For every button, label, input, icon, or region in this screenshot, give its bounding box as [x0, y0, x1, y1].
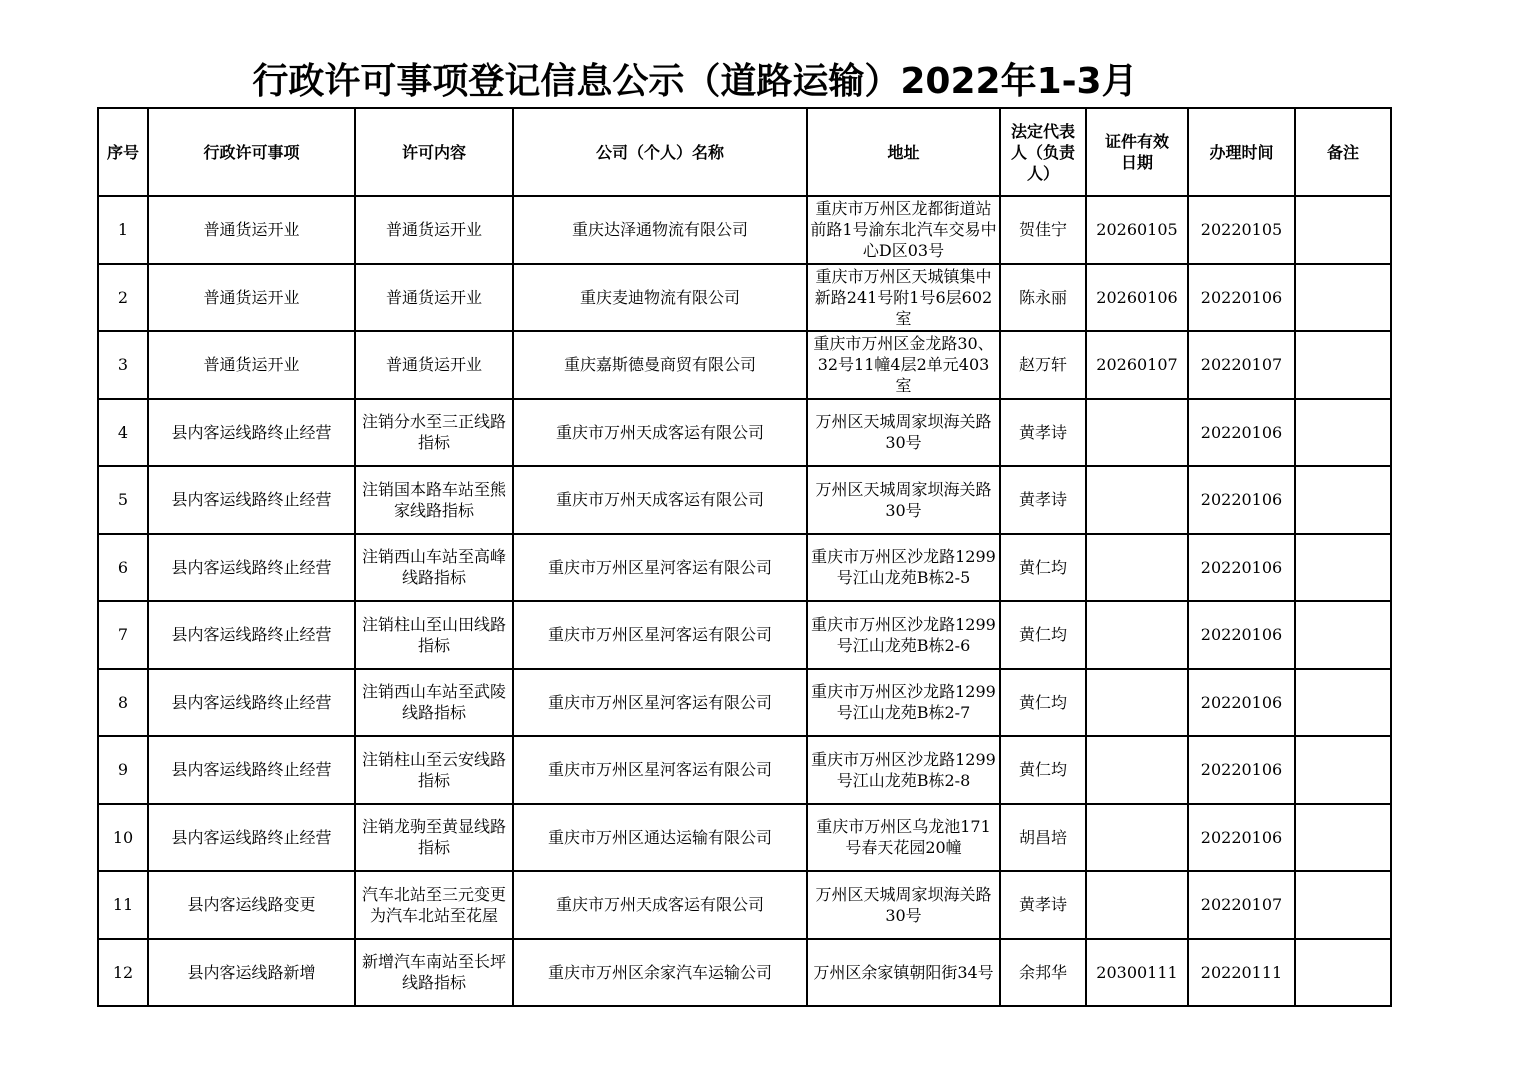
cell-legal-representative: 黄孝诗 [1000, 399, 1086, 467]
table-row [98, 601, 1391, 669]
cell-certificate-validity: 20260105 [1086, 196, 1188, 264]
header-certificate-validity: 证件有效日期 [1086, 108, 1188, 196]
cell-index: 9 [98, 736, 148, 804]
cell-remarks [1295, 399, 1391, 467]
cell-permit-item: 普通货运开业 [148, 264, 355, 332]
cell-legal-representative: 陈永丽 [1000, 264, 1086, 332]
cell-certificate-validity [1086, 669, 1188, 737]
cell-address: 重庆市万州区天城镇集中新路241号附1号6层602室 [807, 264, 1000, 332]
header-remarks: 备注 [1295, 108, 1391, 196]
cell-company-name: 重庆市万州区星河客运有限公司 [513, 601, 807, 669]
cell-certificate-validity: 20300111 [1086, 939, 1188, 1007]
cell-index: 1 [98, 196, 148, 264]
table-row [98, 534, 1391, 602]
cell-remarks [1295, 601, 1391, 669]
table-row [98, 939, 1391, 1007]
cell-company-name: 重庆嘉斯德曼商贸有限公司 [513, 331, 807, 399]
page-title: 行政许可事项登记信息公示（道路运输）2022年1-3月 [252, 61, 1138, 102]
header-legal-representative: 法定代表人（负责人） [1000, 108, 1086, 196]
cell-legal-representative: 贺佳宁 [1000, 196, 1086, 264]
cell-index: 12 [98, 939, 148, 1007]
cell-index: 7 [98, 601, 148, 669]
cell-company-name: 重庆市万州天成客运有限公司 [513, 399, 807, 467]
header-address: 地址 [807, 108, 1000, 196]
cell-processing-date: 20220106 [1188, 399, 1295, 467]
cell-permit-content: 注销西山车站至高峰线路指标 [355, 534, 513, 602]
cell-company-name: 重庆达泽通物流有限公司 [513, 196, 807, 264]
header-processing-date: 办理时间 [1188, 108, 1295, 196]
cell-permit-item: 县内客运线路终止经营 [148, 466, 355, 534]
cell-legal-representative: 黄仁均 [1000, 534, 1086, 602]
cell-address: 万州区天城周家坝海关路30号 [807, 399, 1000, 467]
table-row [98, 331, 1391, 399]
cell-certificate-validity: 20260107 [1086, 331, 1188, 399]
cell-certificate-validity [1086, 534, 1188, 602]
cell-address: 重庆市万州区沙龙路1299号江山龙苑B栋2-5 [807, 534, 1000, 602]
cell-index: 2 [98, 264, 148, 332]
header-company-name: 公司（个人）名称 [513, 108, 807, 196]
table-header-row [98, 108, 1391, 196]
cell-processing-date: 20220106 [1188, 601, 1295, 669]
cell-address: 重庆市万州区沙龙路1299号江山龙苑B栋2-7 [807, 669, 1000, 737]
table-body [98, 196, 1391, 1006]
cell-company-name: 重庆市万州区星河客运有限公司 [513, 534, 807, 602]
cell-company-name: 重庆市万州区星河客运有限公司 [513, 736, 807, 804]
cell-address: 重庆市万州区沙龙路1299号江山龙苑B栋2-6 [807, 601, 1000, 669]
cell-index: 8 [98, 669, 148, 737]
header-index: 序号 [98, 108, 148, 196]
cell-permit-content: 普通货运开业 [355, 196, 513, 264]
cell-processing-date: 20220106 [1188, 669, 1295, 737]
cell-remarks [1295, 871, 1391, 939]
table-row [98, 196, 1391, 264]
cell-permit-item: 普通货运开业 [148, 196, 355, 264]
cell-legal-representative: 赵万轩 [1000, 331, 1086, 399]
cell-processing-date: 20220106 [1188, 804, 1295, 872]
table-row [98, 871, 1391, 939]
cell-permit-item: 普通货运开业 [148, 331, 355, 399]
cell-permit-content: 汽车北站至三元变更为汽车北站至花屋 [355, 871, 513, 939]
table-row [98, 736, 1391, 804]
cell-remarks [1295, 939, 1391, 1007]
cell-processing-date: 20220107 [1188, 331, 1295, 399]
cell-index: 3 [98, 331, 148, 399]
cell-index: 10 [98, 804, 148, 872]
header-permit-item: 行政许可事项 [148, 108, 355, 196]
registration-table [97, 107, 1392, 1007]
cell-address: 万州区天城周家坝海关路30号 [807, 871, 1000, 939]
cell-company-name: 重庆市万州天成客运有限公司 [513, 871, 807, 939]
cell-company-name: 重庆麦迪物流有限公司 [513, 264, 807, 332]
cell-company-name: 重庆市万州区余家汽车运输公司 [513, 939, 807, 1007]
header-permit-content: 许可内容 [355, 108, 513, 196]
cell-permit-item: 县内客运线路终止经营 [148, 736, 355, 804]
cell-permit-item: 县内客运线路终止经营 [148, 669, 355, 737]
cell-permit-content: 注销国本路车站至熊家线路指标 [355, 466, 513, 534]
cell-company-name: 重庆市万州区星河客运有限公司 [513, 669, 807, 737]
table-row [98, 669, 1391, 737]
cell-remarks [1295, 669, 1391, 737]
cell-permit-item: 县内客运线路变更 [148, 871, 355, 939]
table-row [98, 399, 1391, 467]
cell-remarks [1295, 466, 1391, 534]
cell-certificate-validity: 20260106 [1086, 264, 1188, 332]
cell-remarks [1295, 534, 1391, 602]
cell-address: 万州区天城周家坝海关路30号 [807, 466, 1000, 534]
cell-permit-content: 普通货运开业 [355, 331, 513, 399]
cell-remarks [1295, 804, 1391, 872]
cell-remarks [1295, 736, 1391, 804]
cell-permit-item: 县内客运线路终止经营 [148, 534, 355, 602]
table-row [98, 264, 1391, 332]
cell-permit-content: 注销柱山至山田线路指标 [355, 601, 513, 669]
cell-processing-date: 20220111 [1188, 939, 1295, 1007]
cell-address: 重庆市万州区龙都街道站前路1号渝东北汽车交易中心D区03号 [807, 196, 1000, 264]
cell-permit-item: 县内客运线路终止经营 [148, 601, 355, 669]
cell-processing-date: 20220107 [1188, 871, 1295, 939]
cell-permit-item: 县内客运线路终止经营 [148, 804, 355, 872]
cell-index: 4 [98, 399, 148, 467]
cell-index: 11 [98, 871, 148, 939]
cell-remarks [1295, 264, 1391, 332]
cell-legal-representative: 黄孝诗 [1000, 871, 1086, 939]
cell-certificate-validity [1086, 466, 1188, 534]
cell-permit-content: 注销柱山至云安线路指标 [355, 736, 513, 804]
cell-address: 重庆市万州区沙龙路1299号江山龙苑B栋2-8 [807, 736, 1000, 804]
table-row [98, 804, 1391, 872]
cell-permit-content: 新增汽车南站至长坪线路指标 [355, 939, 513, 1007]
cell-permit-item: 县内客运线路新增 [148, 939, 355, 1007]
cell-processing-date: 20220106 [1188, 264, 1295, 332]
cell-address: 重庆市万州区乌龙池171号春天花园20幢 [807, 804, 1000, 872]
cell-legal-representative: 黄孝诗 [1000, 466, 1086, 534]
cell-processing-date: 20220105 [1188, 196, 1295, 264]
cell-certificate-validity [1086, 736, 1188, 804]
cell-processing-date: 20220106 [1188, 534, 1295, 602]
cell-permit-content: 注销西山车站至武陵线路指标 [355, 669, 513, 737]
cell-certificate-validity [1086, 601, 1188, 669]
cell-certificate-validity [1086, 804, 1188, 872]
cell-index: 5 [98, 466, 148, 534]
cell-address: 万州区余家镇朝阳街34号 [807, 939, 1000, 1007]
cell-legal-representative: 胡昌培 [1000, 804, 1086, 872]
cell-permit-content: 普通货运开业 [355, 264, 513, 332]
cell-processing-date: 20220106 [1188, 736, 1295, 804]
cell-legal-representative: 黄仁均 [1000, 669, 1086, 737]
cell-certificate-validity [1086, 399, 1188, 467]
cell-address: 重庆市万州区金龙路30、32号11幢4层2单元403室 [807, 331, 1000, 399]
cell-permit-item: 县内客运线路终止经营 [148, 399, 355, 467]
cell-legal-representative: 黄仁均 [1000, 736, 1086, 804]
cell-legal-representative: 余邦华 [1000, 939, 1086, 1007]
table-row [98, 466, 1391, 534]
cell-index: 6 [98, 534, 148, 602]
cell-company-name: 重庆市万州天成客运有限公司 [513, 466, 807, 534]
cell-permit-content: 注销龙驹至黄显线路指标 [355, 804, 513, 872]
cell-remarks [1295, 331, 1391, 399]
cell-remarks [1295, 196, 1391, 264]
cell-processing-date: 20220106 [1188, 466, 1295, 534]
cell-legal-representative: 黄仁均 [1000, 601, 1086, 669]
cell-certificate-validity [1086, 871, 1188, 939]
cell-company-name: 重庆市万州区通达运输有限公司 [513, 804, 807, 872]
cell-permit-content: 注销分水至三正线路指标 [355, 399, 513, 467]
